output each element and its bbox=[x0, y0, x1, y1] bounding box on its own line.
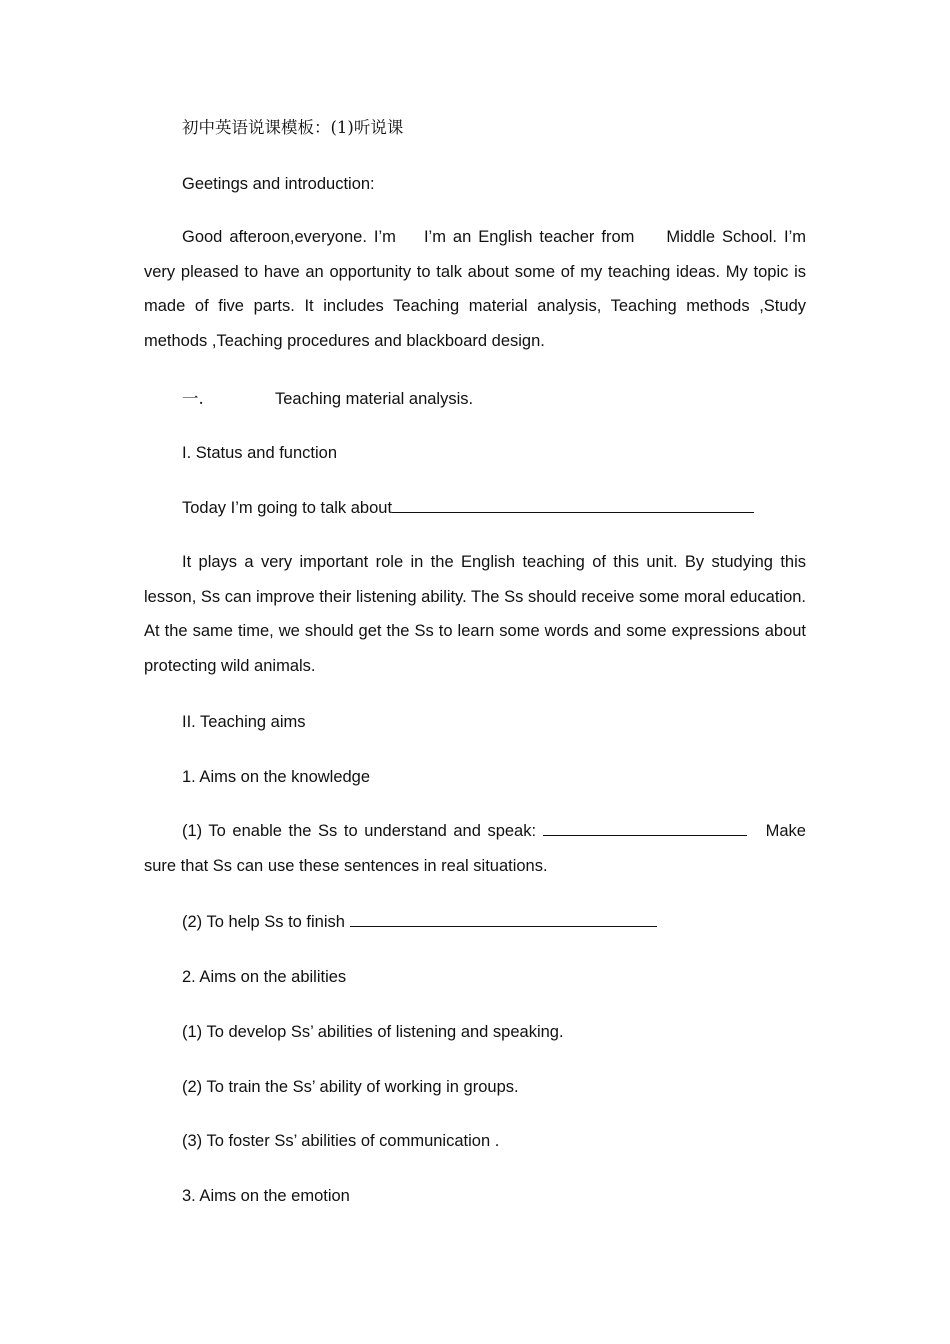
intro-part2: I’m an English teacher from bbox=[423, 228, 635, 246]
aims-heading: II. Teaching aims bbox=[182, 713, 306, 731]
knowledge-heading: 1. Aims on the knowledge bbox=[182, 768, 371, 786]
knowledge-item-2 bbox=[182, 912, 657, 932]
ability-item-1: (1) To develop Ss’ abilities of listening and speaking. bbox=[182, 1023, 564, 1041]
today-topic-text: Today I’m going to talk about bbox=[182, 499, 393, 517]
intro-paragraph bbox=[144, 220, 806, 359]
today-topic-line bbox=[182, 498, 754, 518]
knowledge-item-1-end: Make sure that Ss can use these sentences in real situations. bbox=[144, 822, 806, 875]
greetings-heading: Geetings and introduction: bbox=[182, 175, 375, 193]
knowledge-item-1 bbox=[144, 814, 806, 883]
sentences-blank bbox=[543, 821, 747, 836]
knowledge-item-1-start: (1) To enable the Ss to understand and speak: bbox=[182, 822, 537, 840]
finish-blank bbox=[350, 912, 657, 927]
intro-part3: Middle School. I’m very pleased to have an opportunity to talk about some of my teaching ideas. My topic is made of five parts. It includes Teaching material analysis, Teaching methods ,Study methods ,Teaching procedures and blackboard design. bbox=[144, 228, 806, 351]
abilities-heading: 2. Aims on the abilities bbox=[182, 968, 347, 986]
ability-item-2: (2) To train the Ss’ ability of working in groups. bbox=[182, 1078, 519, 1096]
topic-blank bbox=[392, 498, 754, 513]
intro-part1: Good afteroon,everyone. I’m bbox=[182, 228, 396, 246]
emotion-heading: 3. Aims on the emotion bbox=[182, 1187, 350, 1205]
knowledge-item-2-text: (2) To help Ss to finish bbox=[182, 913, 345, 931]
status-paragraph: It plays a very important role in the English teaching of this unit. By studying this lesson, Ss can improve their listening ability. The Ss should receive some moral education. At the same time, we should get the Ss to learn some words and some expressions about protecting wild animals. bbox=[144, 553, 806, 676]
section-number: 一. bbox=[182, 389, 204, 408]
status-heading: I. Status and function bbox=[182, 444, 338, 462]
ability-item-3: (3) To foster Ss’ abilities of communication . bbox=[182, 1132, 500, 1150]
document-title: 初中英语说课模板：(1)听说课 bbox=[182, 118, 404, 137]
section-title: Teaching material analysis. bbox=[275, 390, 474, 408]
